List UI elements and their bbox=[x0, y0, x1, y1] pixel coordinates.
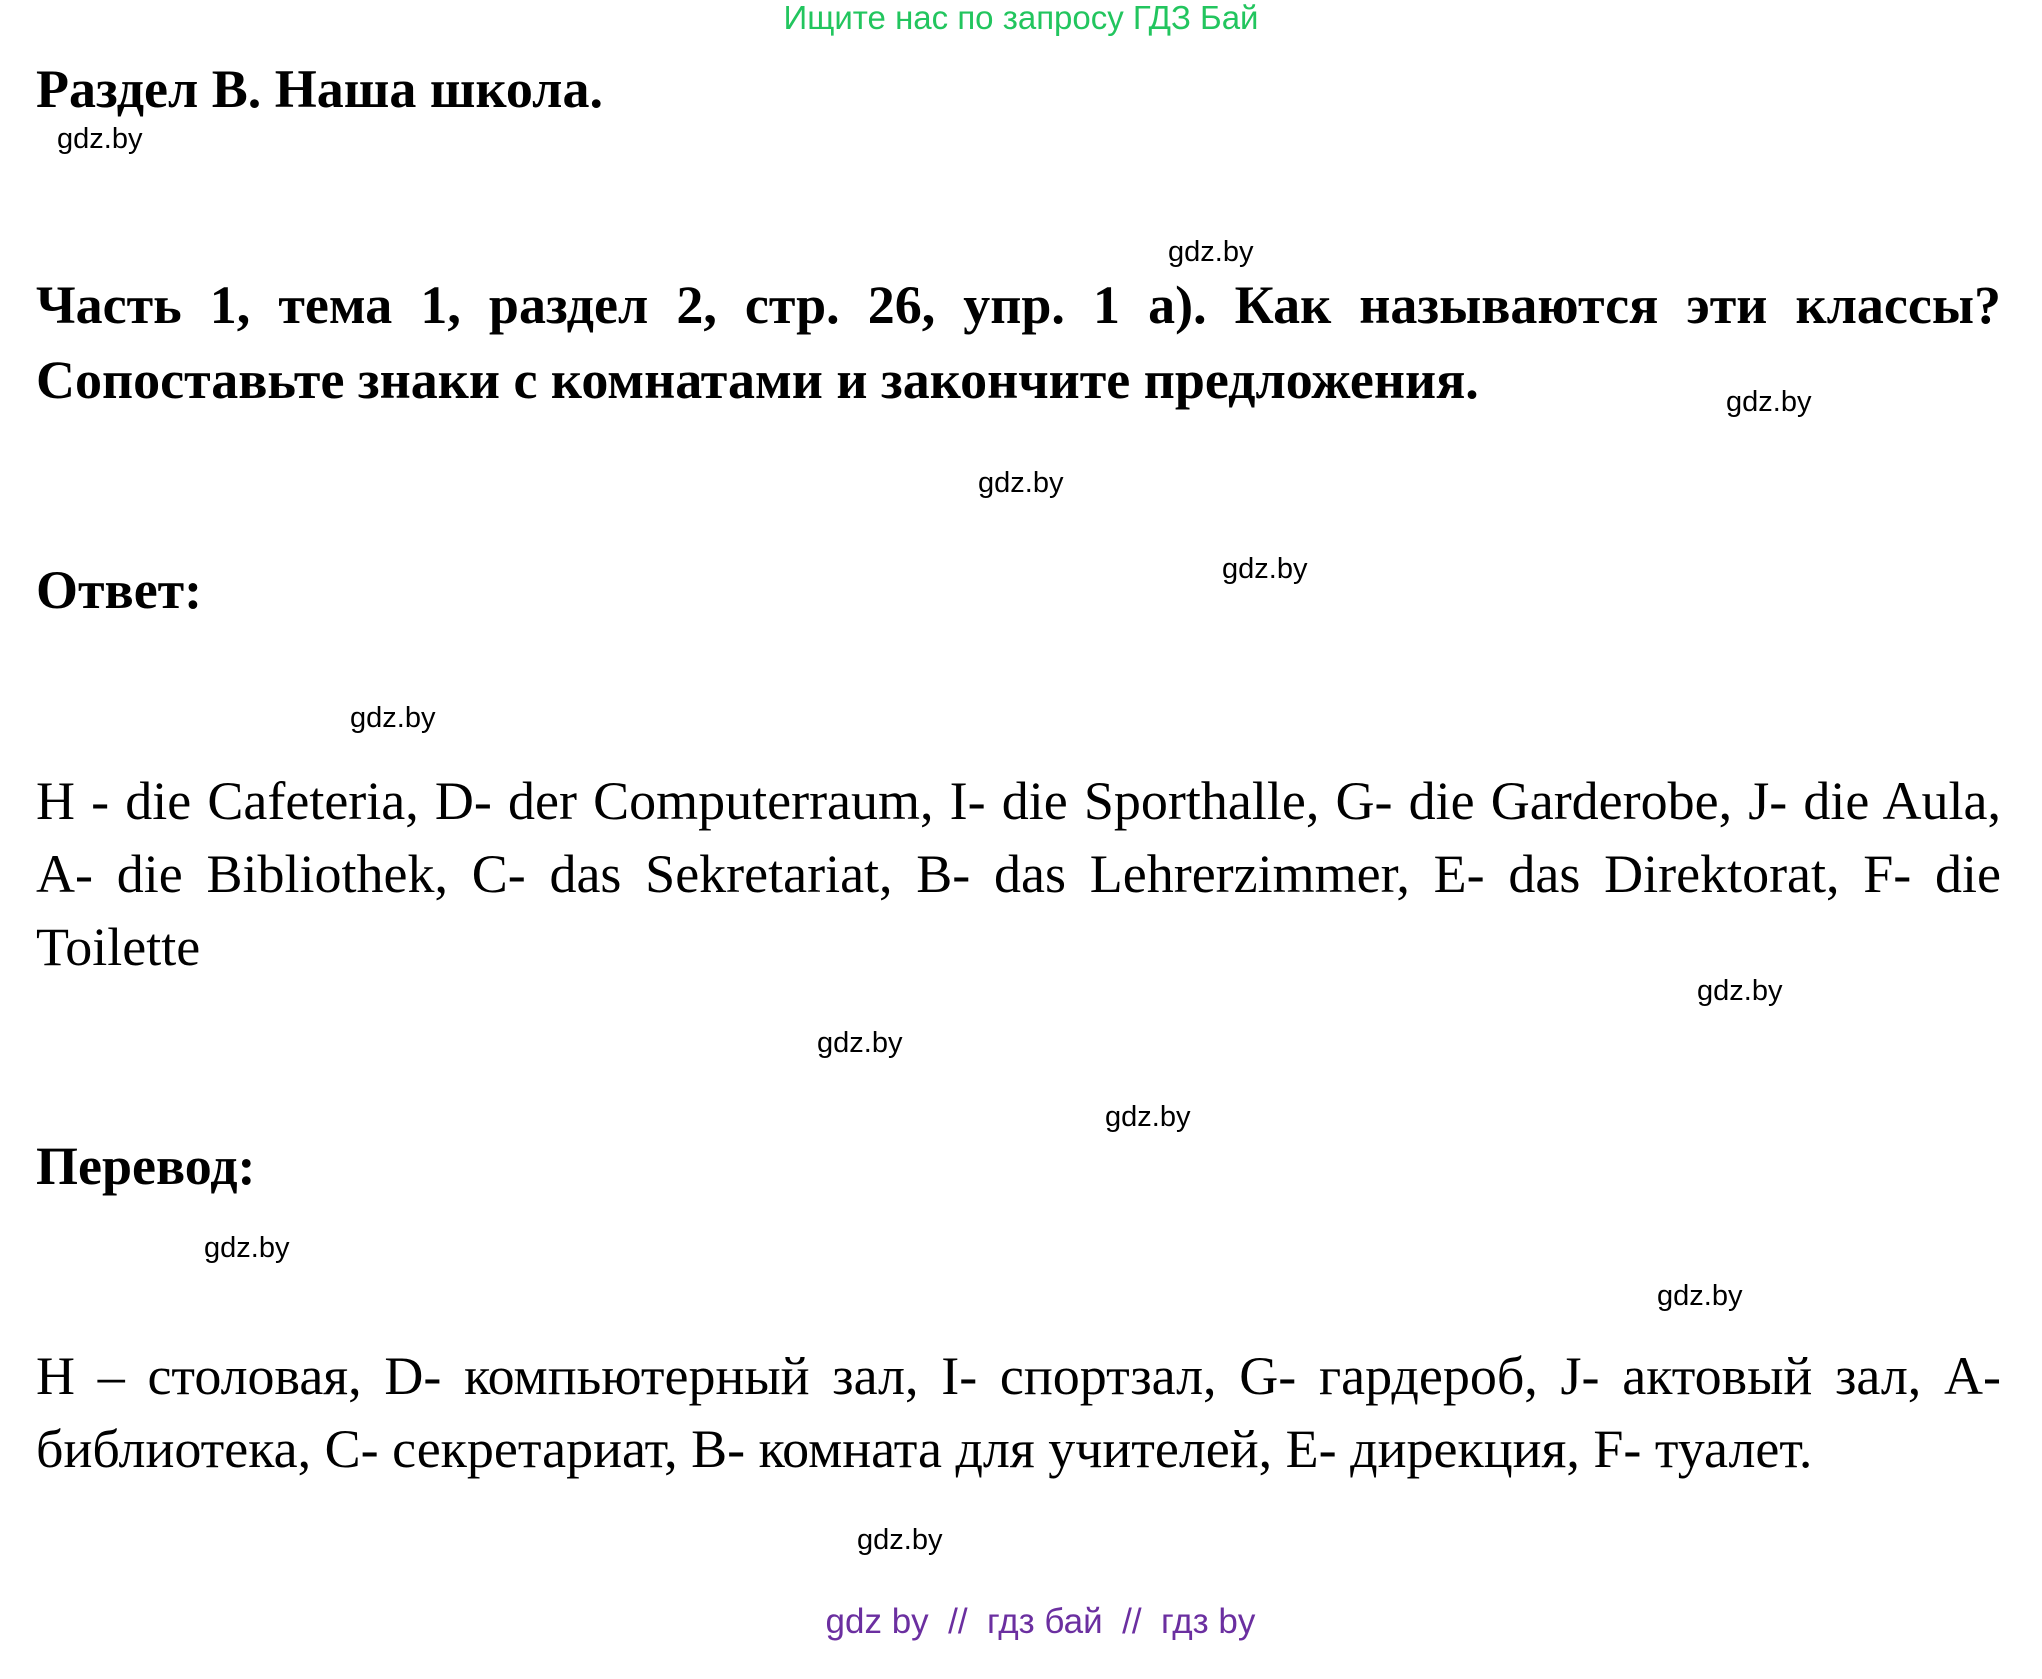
watermark: gdz.by bbox=[817, 1027, 903, 1059]
translation-label: Перевод: bbox=[36, 1136, 256, 1196]
watermark: gdz.by bbox=[57, 123, 143, 155]
footer-links[interactable] bbox=[0, 1565, 2042, 1679]
watermark: gdz.by bbox=[857, 1524, 943, 1556]
search-banner[interactable] bbox=[0, 0, 2042, 36]
answer-label: Ответ: bbox=[36, 560, 203, 620]
search-banner-text: Ищите нас по запросу ГДЗ Бай bbox=[783, 0, 1259, 36]
watermark: gdz.by bbox=[204, 1232, 290, 1264]
watermark: gdz.by bbox=[1726, 386, 1812, 418]
watermark: gdz.by bbox=[1697, 975, 1783, 1007]
translation-text: H – столовая, D- компьютерный зал, I- спортзал, G- гардероб, J- актовый зал, A- библиотека, C- секретариат, B- комната для учителей, E- дирекция, F- туалет. bbox=[36, 1346, 2001, 1479]
watermark: gdz.by bbox=[1168, 236, 1254, 268]
task-title: Часть 1, тема 1, раздел 2, стр. 26, упр. 1 а). Как называются эти классы? Сопоставьте знаки с комнатами и закончите предложения. bbox=[36, 275, 2001, 410]
watermark: gdz.by bbox=[350, 702, 436, 734]
watermark: gdz.by bbox=[1222, 553, 1308, 585]
watermark: gdz.by bbox=[1105, 1101, 1191, 1133]
watermark: gdz.by bbox=[978, 467, 1064, 499]
watermark: gdz.by bbox=[1657, 1280, 1743, 1312]
section-title: Раздел B. Наша школа. bbox=[36, 59, 603, 119]
footer-text: gdz by // гдз бай // гдз by bbox=[825, 1602, 1256, 1641]
answer-text: H - die Cafeteria, D- der Computerraum, I- die Sporthalle, G- die Garderobe, J- die Aula, A- die Bibliothek, C- das Sekretariat, B- das Lehrerzimmer, E- das Direktorat, F- die Toilette bbox=[36, 771, 2001, 977]
